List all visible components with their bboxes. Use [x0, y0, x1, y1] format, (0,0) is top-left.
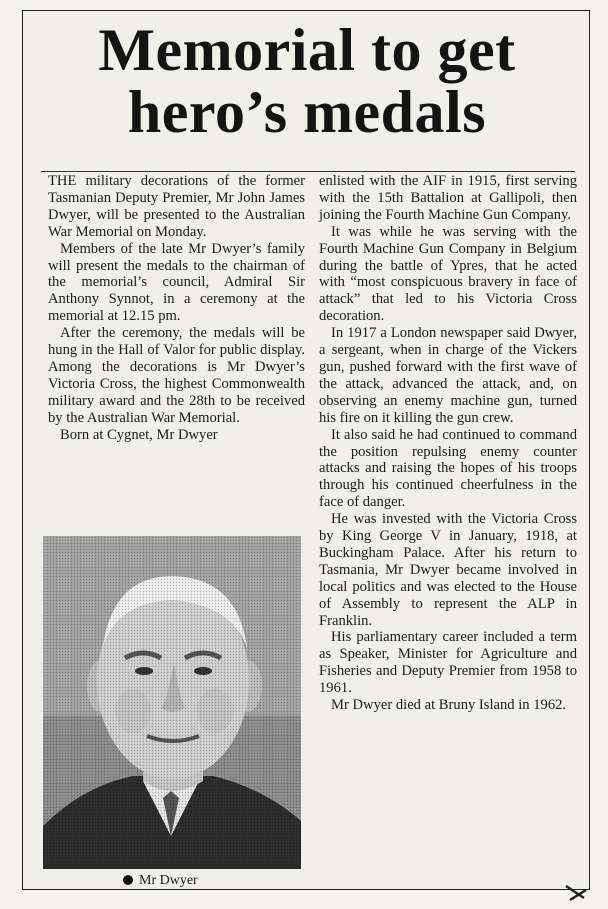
- paragraph: His parliamentary career included a term as Speaker, Minister for Agriculture and Fisheries and Deputy Premier from 1958 to 1961.: [319, 629, 577, 697]
- paragraph: After the ceremony, the medals will be hung in the Hall of Valor for public display. Among the decorations is Mr Dwyer’s Victoria Cross, the highest Commonwealth military award and the 28th to be received by the Australian War Memorial.: [48, 325, 305, 426]
- paragraph: Members of the late Mr Dwyer’s family will present the medals to the chairman of the memorial’s council, Admiral Sir Anthony Synnot, in a ceremony at the memorial at 12.15 pm.: [48, 240, 305, 325]
- paragraph: It was while he was serving with the Fourth Machine Gun Company in Belgium during the battle of Ypres, that he acted with “most conspicuous bravery in face of attack” that led to his Victoria Cross decoration.: [319, 223, 577, 325]
- paragraph: Born at Cygnet, Mr Dwyer: [60, 426, 218, 443]
- portrait-photo: [43, 536, 301, 869]
- article-column-left: [48, 173, 305, 444]
- headline-line-1: Memorial to get: [98, 17, 516, 83]
- caption-text: Mr Dwyer: [139, 873, 198, 888]
- paragraph: THE military decorations of the former Tasmanian Deputy Premier, Mr John James Dwyer, will be presented to the Australian War Memorial on Monday.: [48, 173, 305, 240]
- paragraph: He was invested with the Victoria Cross by King George V in January, 1918, at Buckingham Palace. After his return to Tasmania, Mr Dwyer became involved in local politics and was elected to the House of Assembly to represent the ALP in Franklin.: [319, 511, 577, 629]
- photo-caption: [123, 873, 273, 889]
- article-column-right: [319, 173, 577, 714]
- newspaper-clipping: [22, 10, 590, 890]
- headline: [23, 19, 591, 143]
- paragraph: It also said he had continued to command the position repulsing enemy counter attacks and raising the hopes of his troops through his continued cheerfulness in the face of danger.: [319, 426, 577, 511]
- paragraph: Mr Dwyer died at Bruny Island in 1962.: [331, 697, 567, 714]
- headline-rule: [41, 171, 575, 172]
- portrait-image: [43, 536, 301, 869]
- paragraph: enlisted with the AIF in 1915, first serving with the 15th Battalion at Gallipoli, then joining the Fourth Machine Gun Company.: [319, 173, 577, 223]
- scissor-cut-mark: [564, 884, 594, 904]
- paragraph: In 1917 a London newspaper said Dwyer, a sergeant, when in charge of the Vickers gun, pushed forward with the first wave of the attack, advanced the attack, and, on observing an enemy machine gun, turned his fire on it killing the gun crew.: [319, 325, 577, 426]
- bullet-icon: [123, 875, 133, 885]
- headline-line-2: hero’s medals: [127, 79, 487, 145]
